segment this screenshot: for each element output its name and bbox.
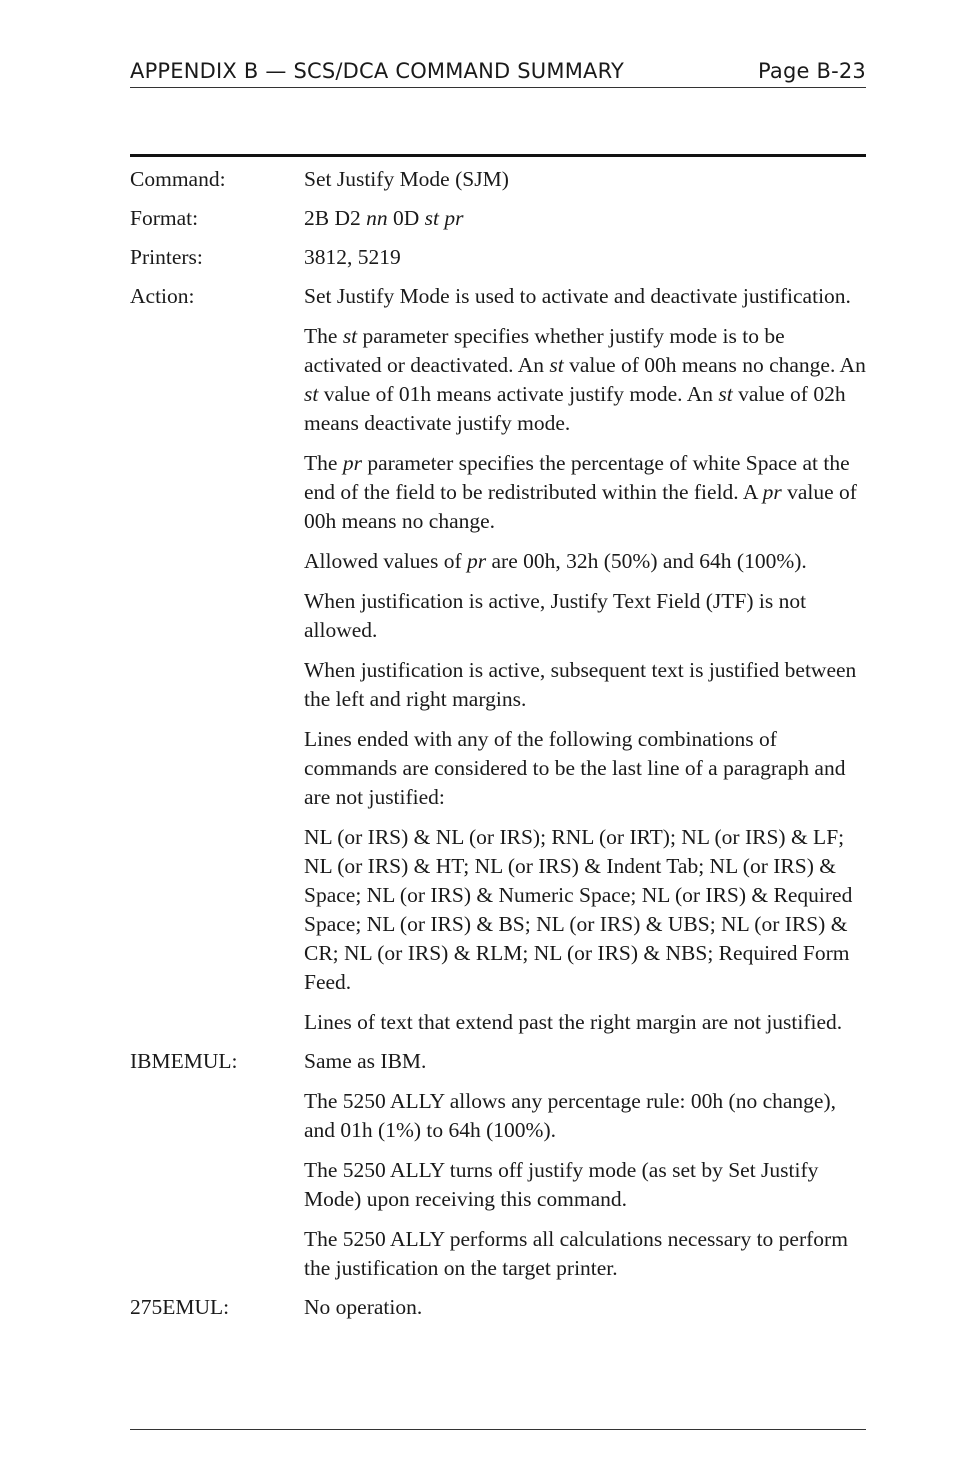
emul275-label: 275EMUL:: [130, 1295, 230, 1319]
ibmemul-paragraph-2: The 5250 ALLY allows any percentage rule: 00h (no change), and 01h (1%) to 64h (100%).: [304, 1089, 836, 1142]
printers-label: Printers:: [130, 245, 203, 269]
format-row: [130, 204, 866, 233]
ibmemul-paragraph-3: The 5250 ALLY turns off justify mode (as set by Set Justify Mode) upon receiving this command.: [304, 1158, 819, 1211]
action-paragraph-4: Allowed values of pr are 00h, 32h (50%) and 64h (100%).: [304, 549, 807, 573]
ibmemul-paragraph-1: Same as IBM.: [304, 1049, 427, 1073]
ibmemul-paragraph-4: The 5250 ALLY performs all calculations necessary to perform the justification on the target printer.: [304, 1227, 848, 1280]
format-label: Format:: [130, 206, 199, 230]
ibmemul-label: IBMEMUL:: [130, 1049, 238, 1073]
action-row: [130, 282, 866, 1037]
printers-value: 3812, 5219: [304, 245, 401, 269]
header-title: APPENDIX B — SCS/DCA COMMAND SUMMARY: [130, 59, 625, 83]
page-header: [130, 57, 866, 88]
command-value: Set Justify Mode (SJM): [304, 167, 509, 191]
command-entry: [130, 165, 866, 1332]
command-label: Command:: [130, 167, 226, 191]
page-number: Page B-23: [757, 59, 866, 83]
action-paragraph-5: When justification is active, Justify Text Field (JTF) is not allowed.: [304, 589, 807, 642]
action-paragraph-6: When justification is active, subsequent text is justified between the left and right margins.: [304, 658, 857, 711]
action-paragraph-3: The pr parameter specifies the percentage of white Space at the end of the field to be redistributed within the field. A pr value of 00h means no change.: [304, 451, 857, 533]
command-row: [130, 165, 866, 194]
emul275-value: No operation.: [304, 1295, 423, 1319]
printers-row: [130, 243, 866, 272]
action-paragraph-7: Lines ended with any of the following combinations of commands are considered to be the last line of a paragraph and are not justified:: [304, 727, 846, 809]
action-paragraph-9: Lines of text that extend past the right margin are not justified.: [304, 1010, 843, 1034]
action-label: Action:: [130, 284, 195, 308]
format-value: 2B D2 nn 0D st pr: [304, 206, 464, 230]
bottom-rule: [130, 1429, 866, 1430]
emul275-row: [130, 1293, 866, 1322]
action-paragraph-8: NL (or IRS) & NL (or IRS); RNL (or IRT); NL (or IRS) & LF; NL (or IRS) & HT; NL (or IRS) & Indent Tab; NL (or IRS) & Space; NL (or IRS) & Numeric Space; NL (or IRS) & Required Space; NL (or IRS) & BS; NL (or IRS) & UBS; NL (or IRS) & CR; NL (or IRS) & RLM; NL (or IRS) & NBS; Required Form Feed.: [304, 825, 853, 994]
ibmemul-row: [130, 1047, 866, 1283]
top-rule: [130, 154, 866, 157]
action-paragraph-1: Set Justify Mode is used to activate and deactivate justification.: [304, 284, 851, 308]
action-paragraph-2: The st parameter specifies whether justify mode is to be activated or deactivated. An st value of 00h means no change. An st value of 01h means activate justify mode. An st value of 02h means deactivate justify mode.: [304, 324, 866, 435]
